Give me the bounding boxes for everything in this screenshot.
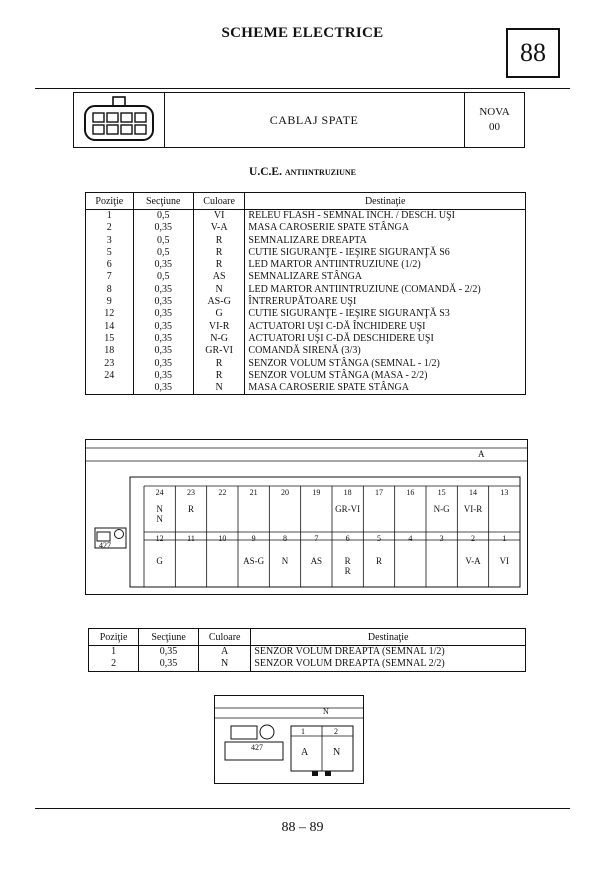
pin-table-1 xyxy=(85,192,526,395)
destination-cell: LED MARTOR ANTIINTRUZIUNE (1/2) xyxy=(245,259,526,271)
section-cell: 0,5 xyxy=(133,247,193,259)
connector-1-pin-label: 21 xyxy=(249,488,258,497)
table-row xyxy=(86,345,526,357)
position-cell: 12 xyxy=(86,308,134,320)
table-row xyxy=(86,308,526,320)
destination-cell: SENZOR VOLUM STÂNGA (SEMNAL - 1/2) xyxy=(245,358,526,370)
column-header: Culoare xyxy=(193,193,245,210)
table-row xyxy=(86,271,526,283)
color-cell: R xyxy=(193,370,245,382)
destination-cell: SENZOR VOLUM DREAPTA (SEMNAL 2/2) xyxy=(251,658,526,671)
section-cell: 0,35 xyxy=(133,284,193,296)
table-row xyxy=(86,382,526,395)
connector-name: CABLAJ SPATE xyxy=(164,93,465,147)
color-cell: N-G xyxy=(193,333,245,345)
page-number-box: 88 xyxy=(506,28,560,78)
position-cell: 7 xyxy=(86,271,134,283)
connector-1-pin-label: 3 xyxy=(439,534,444,543)
color-cell: G xyxy=(193,308,245,320)
connector-1-wire-label: VI xyxy=(499,556,510,566)
section-cell: 0,35 xyxy=(139,646,199,659)
connector-8pin-icon xyxy=(74,93,165,147)
connector-2-wire-1: A xyxy=(301,747,309,758)
connector-1-ref: 427 xyxy=(99,541,111,550)
connector-1-wire-label: R xyxy=(187,504,194,514)
page-title: SCHEME ELECTRICE xyxy=(221,25,384,41)
color-cell: N xyxy=(193,382,245,395)
section-cell: 0,35 xyxy=(133,222,193,234)
connector-2-pin-1: 1 xyxy=(301,727,305,736)
table-row xyxy=(86,321,526,333)
color-cell: V-A xyxy=(193,222,245,234)
connector-1-pin-label: 12 xyxy=(155,534,164,543)
position-cell: 5 xyxy=(86,247,134,259)
color-cell: GR-VI xyxy=(193,345,245,357)
section-cell: 0,5 xyxy=(133,271,193,283)
color-cell: R xyxy=(193,247,245,259)
connector-1-pin-label: 5 xyxy=(376,534,381,543)
table-row xyxy=(89,658,526,671)
column-header: Destinaţie xyxy=(251,629,526,646)
position-cell: 3 xyxy=(86,235,134,247)
table-row xyxy=(86,247,526,259)
color-cell: VI-R xyxy=(193,321,245,333)
column-header: Poziţie xyxy=(86,193,134,210)
pin-table-2 xyxy=(88,628,526,672)
connector-1-pin-label: 10 xyxy=(218,534,227,543)
version-line2: 00 xyxy=(489,121,500,133)
connector-2-wire-2: N xyxy=(333,747,341,758)
table-row xyxy=(86,296,526,308)
destination-cell: LED MARTOR ANTIINTRUZIUNE (COMANDĂ - 2/2) xyxy=(245,284,526,296)
table-row xyxy=(86,259,526,271)
column-header: Secţiune xyxy=(133,193,193,210)
position-cell: 18 xyxy=(86,345,134,357)
title-block xyxy=(73,92,525,148)
connector-1-wire-label: AS-G xyxy=(243,556,265,566)
connector-1-pin-label: 16 xyxy=(406,488,415,497)
color-cell: R xyxy=(193,358,245,370)
footer-page-range: 88 – 89 xyxy=(281,820,324,835)
connector-1-pin-label: 11 xyxy=(187,534,195,543)
connector-1-pin-label: 1 xyxy=(502,534,507,543)
position-cell: 2 xyxy=(89,658,139,671)
position-cell: 1 xyxy=(86,210,134,223)
section-cell: 0,35 xyxy=(133,321,193,333)
column-header: Poziţie xyxy=(89,629,139,646)
color-cell: R xyxy=(193,259,245,271)
table-row xyxy=(86,333,526,345)
color-cell: AS xyxy=(193,271,245,283)
connector-1-pin-label: 19 xyxy=(312,488,321,497)
connector-1-pin-label: 14 xyxy=(468,488,477,497)
version-block xyxy=(465,93,524,147)
position-cell: 6 xyxy=(86,259,134,271)
destination-cell: CUTIE SIGURANŢE - IEŞIRE SIGURANŢĂ S3 xyxy=(245,308,526,320)
connector-1-pin-label: 6 xyxy=(345,534,350,543)
section-cell: 0,35 xyxy=(133,308,193,320)
destination-cell: SEMNALIZARE DREAPTA xyxy=(245,235,526,247)
color-cell: N xyxy=(193,284,245,296)
section-cell: 0,35 xyxy=(133,382,193,395)
connector-2-label-n: N xyxy=(323,707,329,716)
connector-1-pin-label: 23 xyxy=(186,488,195,497)
section-cell: 0,35 xyxy=(133,358,193,370)
section-title: U.C.E. xyxy=(249,166,282,178)
connector-2-ref: 427 xyxy=(251,743,263,752)
destination-cell: COMANDĂ SIRENĂ (3/3) xyxy=(245,345,526,357)
connector-1-wire-label: G xyxy=(156,556,163,566)
table-row xyxy=(86,235,526,247)
table-row xyxy=(86,370,526,382)
connector-1-pin-label: 2 xyxy=(470,534,475,543)
connector-1-pin-label: 15 xyxy=(437,488,446,497)
column-header: Secţiune xyxy=(139,629,199,646)
section-cell: 0,35 xyxy=(133,345,193,357)
connector-1-wire-label: R xyxy=(375,556,382,566)
section-cell: 0,35 xyxy=(133,259,193,271)
footer-rule xyxy=(35,808,570,809)
connector-2-diagram xyxy=(214,695,364,784)
section-heading xyxy=(0,166,605,178)
color-cell: R xyxy=(193,235,245,247)
connector-1-pin-label: 17 xyxy=(374,488,383,497)
connector-1-diagram xyxy=(85,439,528,595)
position-cell: 9 xyxy=(86,296,134,308)
position-cell: 8 xyxy=(86,284,134,296)
destination-cell: ACTUATORI UŞI C-DĂ ÎNCHIDERE UŞI xyxy=(245,321,526,333)
header-rule xyxy=(35,88,570,89)
color-cell: AS-G xyxy=(193,296,245,308)
position-cell xyxy=(86,382,134,395)
connector-1-wire-label: N xyxy=(281,556,289,566)
destination-cell: SENZOR VOLUM STÂNGA (MASA - 2/2) xyxy=(245,370,526,382)
table-row xyxy=(86,284,526,296)
destination-cell: ACTUATORI UŞI C-DĂ DESCHIDERE UŞI xyxy=(245,333,526,345)
connector-1-wire-label: N N xyxy=(156,504,163,524)
position-cell: 2 xyxy=(86,222,134,234)
section-cell: 0,35 xyxy=(139,658,199,671)
connector-1-pin-label: 13 xyxy=(500,488,509,497)
section-cell: 0,5 xyxy=(133,235,193,247)
position-cell: 1 xyxy=(89,646,139,659)
connector-1-wire-label: R R xyxy=(344,556,351,576)
section-cell: 0,5 xyxy=(133,210,193,223)
version-line1: NOVA xyxy=(479,106,510,118)
connector-1-wire-label: GR-VI xyxy=(335,504,361,514)
section-cell: 0,35 xyxy=(133,370,193,382)
column-header: Culoare xyxy=(198,629,250,646)
position-cell: 23 xyxy=(86,358,134,370)
destination-cell: SEMNALIZARE STÂNGA xyxy=(245,271,526,283)
destination-cell: SENZOR VOLUM DREAPTA (SEMNAL 1/2) xyxy=(251,646,526,659)
color-cell: A xyxy=(198,646,250,659)
destination-cell: RELEU FLASH - SEMNAL ÎNCH. / DESCH. UŞI xyxy=(245,210,526,223)
color-cell: N xyxy=(198,658,250,671)
connector-1-pin-label: 24 xyxy=(155,488,164,497)
connector-1-label-a: A xyxy=(478,449,485,459)
table-row xyxy=(86,222,526,234)
connector-1-pin-label: 18 xyxy=(343,488,352,497)
position-cell: 14 xyxy=(86,321,134,333)
color-cell: VI xyxy=(193,210,245,223)
destination-cell: CUTIE SIGURANŢE - IEŞIRE SIGURANŢĂ S6 xyxy=(245,247,526,259)
connector-1-pin-label: 7 xyxy=(314,534,319,543)
connector-1-wire-label: V-A xyxy=(465,556,481,566)
connector-1-pin-label: 9 xyxy=(251,534,256,543)
destination-cell: MASA CAROSERIE SPATE STÂNGA xyxy=(245,382,526,395)
connector-1-pin-label: 20 xyxy=(280,488,289,497)
section-cell: 0,35 xyxy=(133,296,193,308)
connector-1-pin-label: 8 xyxy=(282,534,287,543)
table-row xyxy=(89,646,526,659)
connector-1-wire-label: N-G xyxy=(433,504,450,514)
connector-1-wire-label: VI-R xyxy=(463,504,483,514)
connector-1-pin-label: 22 xyxy=(218,488,227,497)
connector-1-wire-label: AS xyxy=(310,556,323,566)
column-header: Destinaţie xyxy=(245,193,526,210)
position-cell: 24 xyxy=(86,370,134,382)
table-row xyxy=(86,210,526,223)
position-cell: 15 xyxy=(86,333,134,345)
connector-2-pin-2: 2 xyxy=(334,727,338,736)
connector-1-pin-label: 4 xyxy=(408,534,413,543)
table-row xyxy=(86,358,526,370)
destination-cell: ÎNTRERUPĂTOARE UŞI xyxy=(245,296,526,308)
destination-cell: MASA CAROSERIE SPATE STÂNGA xyxy=(245,222,526,234)
section-subtitle: ANTIINTRUZIUNE xyxy=(284,168,356,177)
section-cell: 0,35 xyxy=(133,333,193,345)
